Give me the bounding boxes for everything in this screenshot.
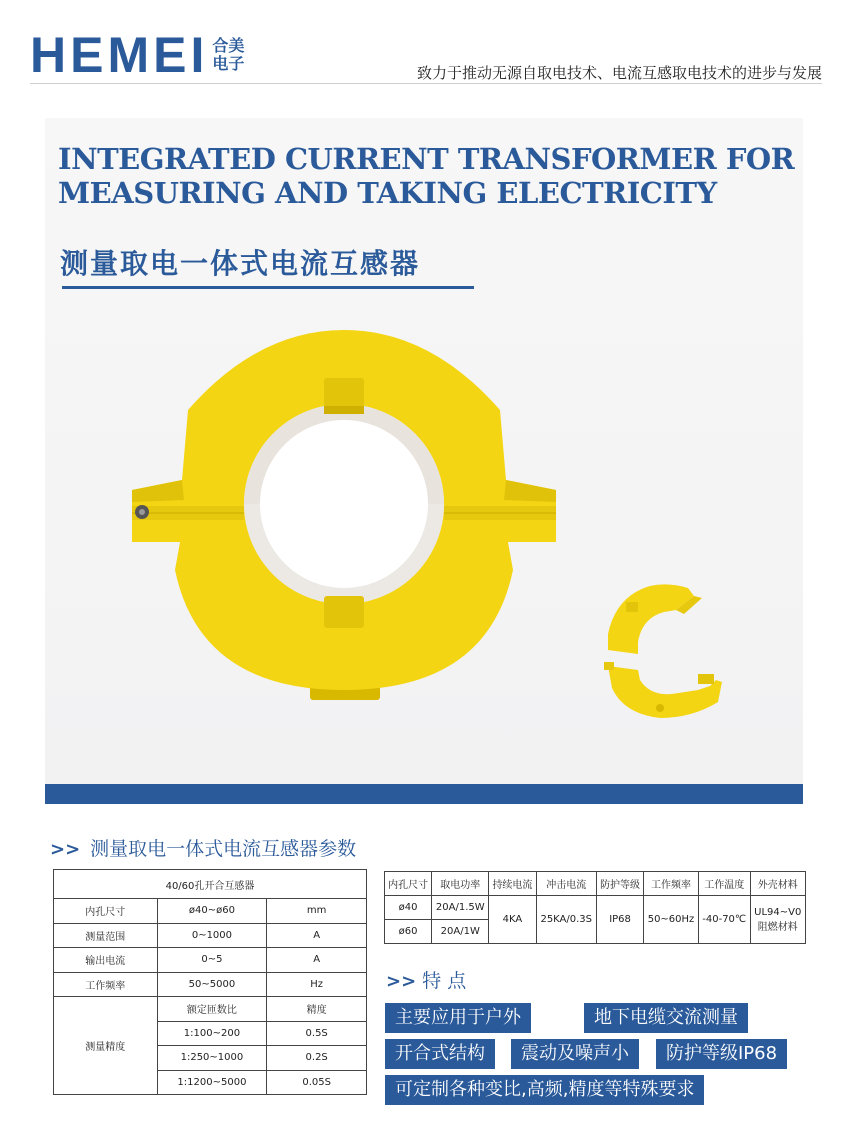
row-unit: A — [267, 948, 367, 973]
feature-tag: 可定制各种变比,高频,精度等特殊要求 — [385, 1075, 704, 1105]
params-arrow-icon: >> — [50, 839, 81, 860]
row-unit: mm — [267, 899, 367, 924]
row-unit: Hz — [267, 972, 367, 997]
housing-material — [750, 896, 805, 944]
spec-table-left — [53, 869, 367, 1095]
slogan-divider — [30, 83, 822, 84]
title-english-line2: MEASURING AND TAKING ELECTRICITY — [58, 176, 717, 210]
features-arrow-icon: >> — [386, 971, 417, 992]
accuracy-precision: 0.05S — [267, 1070, 367, 1095]
row-value: ø40~ø60 — [157, 899, 267, 924]
logo-sub-top: 合美 — [212, 36, 245, 55]
product-image-open — [598, 578, 723, 723]
harvest-power: 20A/1W — [432, 920, 489, 944]
product-image-main — [128, 330, 560, 702]
column-header: 外壳材料 — [750, 872, 805, 896]
accuracy-label: 测量精度 — [54, 997, 158, 1095]
logo-wordmark: HEMEI — [30, 27, 209, 83]
spec-table-left-header: 40/60孔开合互感器 — [54, 870, 367, 899]
params-section-title — [50, 834, 356, 861]
harvest-power: 20A/1.5W — [432, 896, 489, 920]
row-label: 测量范围 — [54, 923, 158, 948]
table-row — [54, 997, 367, 1022]
title-chinese: 测量取电一体式电流互感器 — [60, 247, 421, 280]
row-value: 0~5 — [157, 948, 267, 973]
column-header: 防护等级 — [596, 872, 643, 896]
table-row — [385, 896, 806, 920]
column-header: 工作温度 — [698, 872, 750, 896]
column-header: 工作频率 — [644, 872, 699, 896]
feature-tag: 开合式结构 — [385, 1039, 495, 1069]
feature-tag: 防护等级IP68 — [656, 1039, 787, 1069]
feature-tag: 震动及噪声小 — [511, 1039, 639, 1069]
title-english — [58, 142, 818, 210]
row-unit: A — [267, 923, 367, 948]
slogan: 致力于推动无源自取电技术、电流互感取电技术的进步与发展 — [416, 64, 822, 82]
table-row — [54, 972, 367, 997]
row-label: 工作频率 — [54, 972, 158, 997]
logo-subtitle — [212, 37, 244, 73]
row-label: 内孔尺寸 — [54, 899, 158, 924]
protection-rating: IP68 — [596, 896, 643, 944]
housing-material-line1: UL94~V0 — [754, 906, 802, 918]
column-header: 冲击电流 — [536, 872, 596, 896]
table-row — [54, 923, 367, 948]
accuracy-precision: 0.2S — [267, 1046, 367, 1071]
accuracy-precision-header: 精度 — [267, 997, 367, 1022]
params-title-text: 测量取电一体式电流互感器参数 — [90, 838, 357, 860]
row-label: 输出电流 — [54, 948, 158, 973]
column-header: 内孔尺寸 — [385, 872, 432, 896]
housing-material-line2: 阻燃材料 — [757, 921, 798, 933]
title-underline — [62, 286, 474, 289]
table-row — [54, 948, 367, 973]
feature-tag: 主要应用于户外 — [385, 1003, 531, 1033]
hero-bottom-bar — [45, 784, 803, 804]
accuracy-ratio: 1:250~1000 — [157, 1046, 267, 1071]
bore-size: ø60 — [385, 920, 432, 944]
working-frequency: 50~60Hz — [644, 896, 699, 944]
row-value: 50~5000 — [157, 972, 267, 997]
logo — [30, 27, 245, 83]
working-temperature: -40-70℃ — [698, 896, 750, 944]
column-header: 取电功率 — [432, 872, 489, 896]
accuracy-precision: 0.5S — [267, 1021, 367, 1046]
column-header: 持续电流 — [489, 872, 536, 896]
bore-size: ø40 — [385, 896, 432, 920]
feature-tag: 地下电缆交流测量 — [584, 1003, 748, 1033]
table-row — [54, 899, 367, 924]
accuracy-ratio: 1:100~200 — [157, 1021, 267, 1046]
spec-table-right — [384, 871, 806, 944]
table-header-row — [385, 872, 806, 896]
features-title — [386, 966, 466, 993]
title-english-line1: INTEGRATED CURRENT TRANSFORMER FOR — [58, 142, 795, 176]
row-value: 0~1000 — [157, 923, 267, 948]
continuous-current: 4KA — [489, 896, 536, 944]
accuracy-ratio-header: 额定匝数比 — [157, 997, 267, 1022]
accuracy-ratio: 1:1200~5000 — [157, 1070, 267, 1095]
impulse-current: 25KA/0.3S — [536, 896, 596, 944]
features-title-text: 特 点 — [422, 970, 467, 992]
logo-sub-bottom: 电子 — [212, 54, 245, 73]
